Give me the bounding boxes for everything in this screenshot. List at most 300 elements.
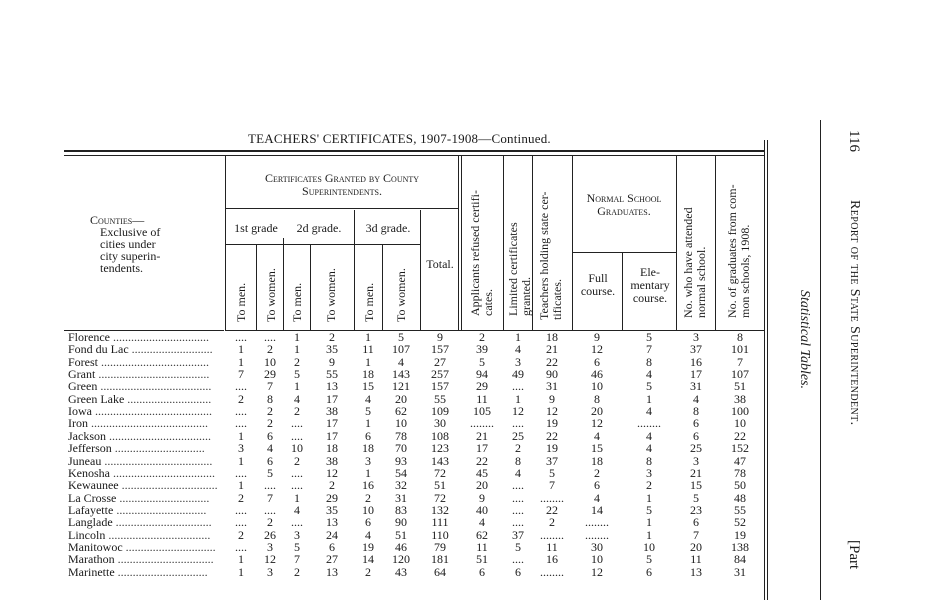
table-cell: 7 xyxy=(267,490,273,505)
table-cell: 27 xyxy=(326,552,338,567)
leader-dots: ............................ xyxy=(124,391,212,406)
table-cell: 6 xyxy=(267,428,273,443)
table-row xyxy=(68,529,210,541)
table-cell: 2 xyxy=(267,342,273,357)
table-cell: 62 xyxy=(395,404,407,419)
table-cell: 9 xyxy=(549,391,555,406)
table-cell: .... xyxy=(235,330,247,344)
county-name: Jackson xyxy=(68,428,106,443)
table-cell: ........ xyxy=(585,515,609,530)
table-cell: 7 xyxy=(267,379,273,394)
table-cell: 1 xyxy=(646,527,652,542)
table-cell: 18 xyxy=(362,441,374,456)
table-cell: 9 xyxy=(329,354,335,369)
table-cell: 181 xyxy=(431,552,449,567)
table-cell: 11 xyxy=(476,391,488,406)
table-row xyxy=(68,430,211,442)
table-cell: 257 xyxy=(431,367,449,382)
table-cell: 13 xyxy=(326,564,338,579)
table-cell: 20 xyxy=(476,478,488,493)
table-cell: 6 xyxy=(693,428,699,443)
table-cell: 12 xyxy=(546,404,558,419)
page-title: TEACHERS' CERTIFICATES, 1907-1908—Continued. xyxy=(248,131,551,146)
table-cell: 3 xyxy=(294,527,300,542)
table-cell: 4 xyxy=(594,490,600,505)
table-cell: 79 xyxy=(434,539,446,554)
table-cell: 19 xyxy=(734,527,746,542)
leader-dots: ................................ xyxy=(109,330,209,344)
table-row xyxy=(68,331,209,343)
table-cell: 35 xyxy=(326,502,338,517)
table-row xyxy=(68,343,213,355)
table-top-rule xyxy=(64,150,764,152)
table-cell: 22 xyxy=(546,502,558,517)
table-row xyxy=(68,541,216,553)
county-name: Grant xyxy=(68,367,96,382)
county-name: Manitowoc xyxy=(68,539,123,554)
county-name: Fond du Lac xyxy=(68,342,129,357)
table-cell: 2 xyxy=(238,527,244,542)
table-row xyxy=(68,405,212,417)
col-rule xyxy=(225,156,226,330)
table-cell: 1 xyxy=(238,342,244,357)
table-cell: 4 xyxy=(646,367,652,382)
table-cell: 10 xyxy=(291,441,303,456)
table-cell: 4 xyxy=(646,404,652,419)
table-cell: 3 xyxy=(693,330,699,344)
table-cell: 1 xyxy=(238,453,244,468)
table-cell: 143 xyxy=(431,453,449,468)
table-cell: 1 xyxy=(646,515,652,530)
leader-dots: .................................... xyxy=(98,354,209,369)
table-cell: 21 xyxy=(546,342,558,357)
table-cell: 9 xyxy=(594,330,600,344)
table-cell: 1 xyxy=(365,465,371,480)
table-cell: 5 xyxy=(479,354,485,369)
table-cell: ........ xyxy=(585,527,609,542)
table-cell: 32 xyxy=(395,478,407,493)
page-number: 116 xyxy=(846,130,862,152)
table-cell: 20 xyxy=(591,404,603,419)
table-row xyxy=(68,442,205,454)
table-cell: 12 xyxy=(326,465,338,480)
table-cell: 4 xyxy=(515,342,521,357)
col-rule xyxy=(715,156,716,330)
county-name: Lafayette xyxy=(68,502,114,517)
table-cell: 26 xyxy=(264,527,276,542)
col-rule xyxy=(382,244,383,330)
table-cell: 35 xyxy=(326,342,338,357)
table-cell: 2 xyxy=(515,441,521,456)
table-cell: 2 xyxy=(294,453,300,468)
table-cell: 24 xyxy=(326,527,338,542)
table-cell: ........ xyxy=(540,564,564,579)
table-cell: 5 xyxy=(398,330,404,344)
total-header: Total. xyxy=(426,257,454,271)
table-row xyxy=(68,356,209,368)
grade3-women-header: To women. xyxy=(394,268,408,322)
table-cell: 9 xyxy=(437,330,443,344)
table-cell: 5 xyxy=(693,490,699,505)
table-cell: 138 xyxy=(731,539,749,554)
table-cell: 10 xyxy=(395,416,407,431)
table-cell: ........ xyxy=(637,416,661,431)
col-rule xyxy=(676,156,677,330)
table-cell: .... xyxy=(291,465,303,480)
table-cell: 5 xyxy=(365,404,371,419)
table-cell: 37 xyxy=(512,527,524,542)
table-cell: 48 xyxy=(734,490,746,505)
table-cell: 39 xyxy=(476,342,488,357)
table-cell: 7 xyxy=(737,354,743,369)
county-name: Iowa xyxy=(68,404,92,419)
col-rule xyxy=(310,244,311,330)
grade1-header: 1st grade xyxy=(234,221,278,235)
table-cell: 1 xyxy=(646,391,652,406)
table-cell: 17 xyxy=(326,428,338,443)
attended-header: No. who have attended normal school. xyxy=(681,207,708,318)
leader-dots: .................................. xyxy=(105,527,211,542)
table-cell: 51 xyxy=(395,527,407,542)
table-cell: 18 xyxy=(591,453,603,468)
table-cell: 12 xyxy=(591,416,603,431)
col-rule xyxy=(354,210,355,330)
county-name: Juneau xyxy=(68,453,102,468)
table-cell: 152 xyxy=(731,441,749,456)
table-cell: 20 xyxy=(690,539,702,554)
table-row xyxy=(68,368,209,380)
table-cell: 64 xyxy=(434,564,446,579)
table-cell: 1 xyxy=(365,330,371,344)
full-course-header: Full course. xyxy=(580,271,616,298)
grade2-header: 2d grade. xyxy=(296,221,342,235)
county-name: Langlade xyxy=(68,515,113,530)
county-name: Jefferson xyxy=(68,441,112,456)
table-cell: .... xyxy=(291,416,303,431)
grade2-women-header: To women. xyxy=(324,268,338,322)
table-cell: 4 xyxy=(365,527,371,542)
table-cell: 83 xyxy=(395,502,407,517)
table-cell: 6 xyxy=(693,416,699,431)
table-cell: 11 xyxy=(690,552,702,567)
table-cell: 13 xyxy=(326,515,338,530)
table-cell: 18 xyxy=(546,330,558,344)
table-cell: 90 xyxy=(546,367,558,382)
table-cell: 38 xyxy=(734,391,746,406)
table-cell: 2 xyxy=(238,490,244,505)
table-cell: 5 xyxy=(294,539,300,554)
table-cell: 2 xyxy=(267,416,273,431)
elementary-course-header: Ele- mentary course. xyxy=(630,265,670,305)
county-name: Forest xyxy=(68,354,98,369)
county-name: Lincoln xyxy=(68,527,106,542)
table-cell: 18 xyxy=(362,367,374,382)
table-cell: 93 xyxy=(395,453,407,468)
table-cell: 101 xyxy=(731,342,749,357)
col-rule xyxy=(503,156,504,330)
table-cell: 13 xyxy=(326,379,338,394)
table-cell: 6 xyxy=(479,564,485,579)
table-cell: 1 xyxy=(294,330,300,344)
table-cell: 52 xyxy=(734,515,746,530)
table-cell: 10 xyxy=(264,354,276,369)
leader-dots: ....................................... xyxy=(88,416,208,431)
table-cell: 1 xyxy=(294,490,300,505)
table-row xyxy=(68,417,208,429)
table-cell: 4 xyxy=(294,391,300,406)
table-cell: .... xyxy=(235,502,247,517)
table-cell: 6 xyxy=(515,564,521,579)
table-cell: 31 xyxy=(546,379,558,394)
table-cell: 1 xyxy=(238,564,244,579)
running-head: Report of the State Superintendent. xyxy=(847,200,862,426)
table-cell: 17 xyxy=(326,416,338,431)
grade1-men-header: To men. xyxy=(234,282,248,322)
table-cell: 11 xyxy=(362,342,374,357)
table-cell: 1 xyxy=(365,416,371,431)
grade-rule xyxy=(225,244,420,245)
table-cell: 51 xyxy=(434,478,446,493)
table-cell: 2 xyxy=(294,354,300,369)
table-cell: 72 xyxy=(434,490,446,505)
table-cell: 21 xyxy=(476,428,488,443)
table-cell: 5 xyxy=(549,465,555,480)
leader-dots: ........................... xyxy=(128,342,213,357)
table-cell: 12 xyxy=(264,552,276,567)
table-cell: 29 xyxy=(264,367,276,382)
table-cell: 5 xyxy=(267,465,273,480)
table-cell: 30 xyxy=(591,539,603,554)
col-rule xyxy=(572,156,573,330)
table-cell: 1 xyxy=(238,552,244,567)
table-cell: 21 xyxy=(690,465,702,480)
part-label: [Part xyxy=(846,540,862,570)
grade3-men-header: To men. xyxy=(362,282,376,322)
table-row xyxy=(68,479,218,491)
county-name: Iron xyxy=(68,416,88,431)
table-cell: .... xyxy=(264,478,276,493)
state-header: Teachers holding state cer- tificates. xyxy=(537,191,564,320)
table-cell: .... xyxy=(235,379,247,394)
leader-dots: .............................. xyxy=(116,490,210,505)
table-cell: 157 xyxy=(431,379,449,394)
grade2-men-header: To men. xyxy=(290,282,304,322)
table-cell: 54 xyxy=(395,465,407,480)
table-cell: 7 xyxy=(294,552,300,567)
grade3-header: 3d grade. xyxy=(365,221,411,235)
table-cell: 1 xyxy=(238,478,244,493)
county-name: Kenosha xyxy=(68,465,110,480)
table-cell: 9 xyxy=(479,490,485,505)
table-cell: 2 xyxy=(329,330,335,344)
table-cell: 55 xyxy=(326,367,338,382)
table-cell: .... xyxy=(512,515,524,530)
table-cell: 16 xyxy=(546,552,558,567)
table-cell: 29 xyxy=(476,379,488,394)
table-cell: 22 xyxy=(546,354,558,369)
table-cell: 107 xyxy=(731,367,749,382)
table-cell: 6 xyxy=(329,539,335,554)
table-cell: 13 xyxy=(690,564,702,579)
table-cell: 3 xyxy=(238,441,244,456)
table-cell: 6 xyxy=(594,478,600,493)
leader-dots: .................................. xyxy=(106,428,211,443)
table-cell: 111 xyxy=(431,515,449,530)
table-cell: 3 xyxy=(267,539,273,554)
table-cell: .... xyxy=(512,416,524,431)
table-cell: .... xyxy=(291,478,303,493)
table-cell: 10 xyxy=(591,379,603,394)
col-rule xyxy=(622,252,623,330)
table-cell: 100 xyxy=(731,404,749,419)
table-cell: 6 xyxy=(365,515,371,530)
leader-dots: ..................................... xyxy=(95,367,210,382)
leader-dots: ..................................... xyxy=(97,379,212,394)
table-cell: 50 xyxy=(734,478,746,493)
table-cell: .... xyxy=(264,330,276,344)
table-cell: 31 xyxy=(690,379,702,394)
table-row xyxy=(68,455,212,467)
grade1-women-header: To women. xyxy=(264,268,278,322)
table-cell: 8 xyxy=(267,391,273,406)
table-cell: 15 xyxy=(591,441,603,456)
table-cell: 84 xyxy=(734,552,746,567)
table-cell: 38 xyxy=(326,404,338,419)
table-cell: .... xyxy=(235,465,247,480)
table-row xyxy=(68,553,214,565)
table-cell: 6 xyxy=(267,453,273,468)
table-cell: 40 xyxy=(476,502,488,517)
table-cell: 132 xyxy=(431,502,449,517)
table-cell: 1 xyxy=(238,354,244,369)
table-cell: 110 xyxy=(431,527,449,542)
table-cell: 2 xyxy=(594,465,600,480)
table-cell: 10 xyxy=(591,552,603,567)
table-cell: 55 xyxy=(434,391,446,406)
col-rule xyxy=(283,238,284,330)
table-cell: 62 xyxy=(476,527,488,542)
table-cell: 4 xyxy=(515,465,521,480)
table-row xyxy=(68,516,212,528)
leader-dots: ....................................... xyxy=(92,404,212,419)
table-cell: 14 xyxy=(362,552,374,567)
county-name: La Crosse xyxy=(68,490,117,505)
table-cell: 4 xyxy=(479,515,485,530)
table-cell: 78 xyxy=(395,428,407,443)
table-cell: 17 xyxy=(326,391,338,406)
table-cell: 7 xyxy=(238,367,244,382)
table-cell: 109 xyxy=(431,404,449,419)
col-rule xyxy=(461,156,462,330)
table-cell: 157 xyxy=(431,342,449,357)
table-cell: 12 xyxy=(512,404,524,419)
table-cell: 22 xyxy=(734,428,746,443)
table-cell: 17 xyxy=(476,441,488,456)
granted-group-header: Certificates Granted by County Superintendents. xyxy=(264,171,420,198)
table-cell: 4 xyxy=(594,428,600,443)
table-cell: 2 xyxy=(267,515,273,530)
table-cell: 6 xyxy=(365,428,371,443)
leader-dots: .............................. xyxy=(113,502,207,517)
table-cell: 51 xyxy=(734,379,746,394)
table-cell: 1 xyxy=(294,379,300,394)
table-cell: 12 xyxy=(591,564,603,579)
group-rule xyxy=(225,208,458,209)
table-cell: 16 xyxy=(362,478,374,493)
table-cell: 2 xyxy=(365,564,371,579)
table-cell: 3 xyxy=(515,354,521,369)
table-cell: 1 xyxy=(646,490,652,505)
table-row xyxy=(68,467,215,479)
table-cell: 7 xyxy=(646,342,652,357)
table-cell: 1 xyxy=(515,330,521,344)
table-cell: .... xyxy=(235,404,247,419)
table-cell: 6 xyxy=(693,515,699,530)
table-cell: 3 xyxy=(693,453,699,468)
table-cell: 10 xyxy=(643,539,655,554)
table-cell: 1 xyxy=(515,391,521,406)
table-cell: 16 xyxy=(690,354,702,369)
table-cell: .... xyxy=(512,490,524,505)
normal-rule xyxy=(572,252,676,253)
table-cell: ........ xyxy=(470,416,494,431)
leader-dots: .................................... xyxy=(101,453,213,468)
leader-dots: ................................ xyxy=(114,552,214,567)
leader-dots: .............................. xyxy=(111,441,205,456)
table-cell: 78 xyxy=(734,465,746,480)
table-cell: 11 xyxy=(546,539,558,554)
table-cell: 2 xyxy=(479,330,485,344)
table-cell: .... xyxy=(235,539,247,554)
graduates-header: No. of graduates from com- mon schools, 1908. xyxy=(725,184,752,318)
table-cell: 4 xyxy=(267,441,273,456)
table-cell: 143 xyxy=(392,367,410,382)
table-cell: 23 xyxy=(690,502,702,517)
table-cell: 19 xyxy=(546,416,558,431)
table-cell: .... xyxy=(512,379,524,394)
table-row xyxy=(68,492,209,504)
county-name: Marathon xyxy=(68,552,115,567)
leader-dots: ................................ xyxy=(112,515,212,530)
table-cell: 8 xyxy=(737,330,743,344)
table-cell: 2 xyxy=(238,391,244,406)
table-cell: .... xyxy=(235,416,247,431)
table-cell: 22 xyxy=(546,428,558,443)
table-cell: 37 xyxy=(546,453,558,468)
table-cell: .... xyxy=(291,428,303,443)
table-cell: 19 xyxy=(546,441,558,456)
leader-dots: .............................. xyxy=(122,539,216,554)
table-cell: 70 xyxy=(395,441,407,456)
table-cell: 8 xyxy=(594,391,600,406)
table-cell: 108 xyxy=(431,428,449,443)
table-row xyxy=(68,380,211,392)
table-cell: 25 xyxy=(690,441,702,456)
table-cell: 10 xyxy=(362,502,374,517)
table-cell: 31 xyxy=(734,564,746,579)
table-cell: 8 xyxy=(646,453,652,468)
table-cell: 2 xyxy=(365,490,371,505)
county-name: Green xyxy=(68,379,98,394)
table-cell: 4 xyxy=(294,502,300,517)
limited-header: Limited certificates granted. xyxy=(506,222,533,316)
county-name: Green Lake xyxy=(68,391,125,406)
table-cell: 14 xyxy=(591,502,603,517)
table-cell: 4 xyxy=(646,441,652,456)
table-cell: .... xyxy=(264,502,276,517)
table-cell: 2 xyxy=(549,515,555,530)
table-cell: 15 xyxy=(690,478,702,493)
